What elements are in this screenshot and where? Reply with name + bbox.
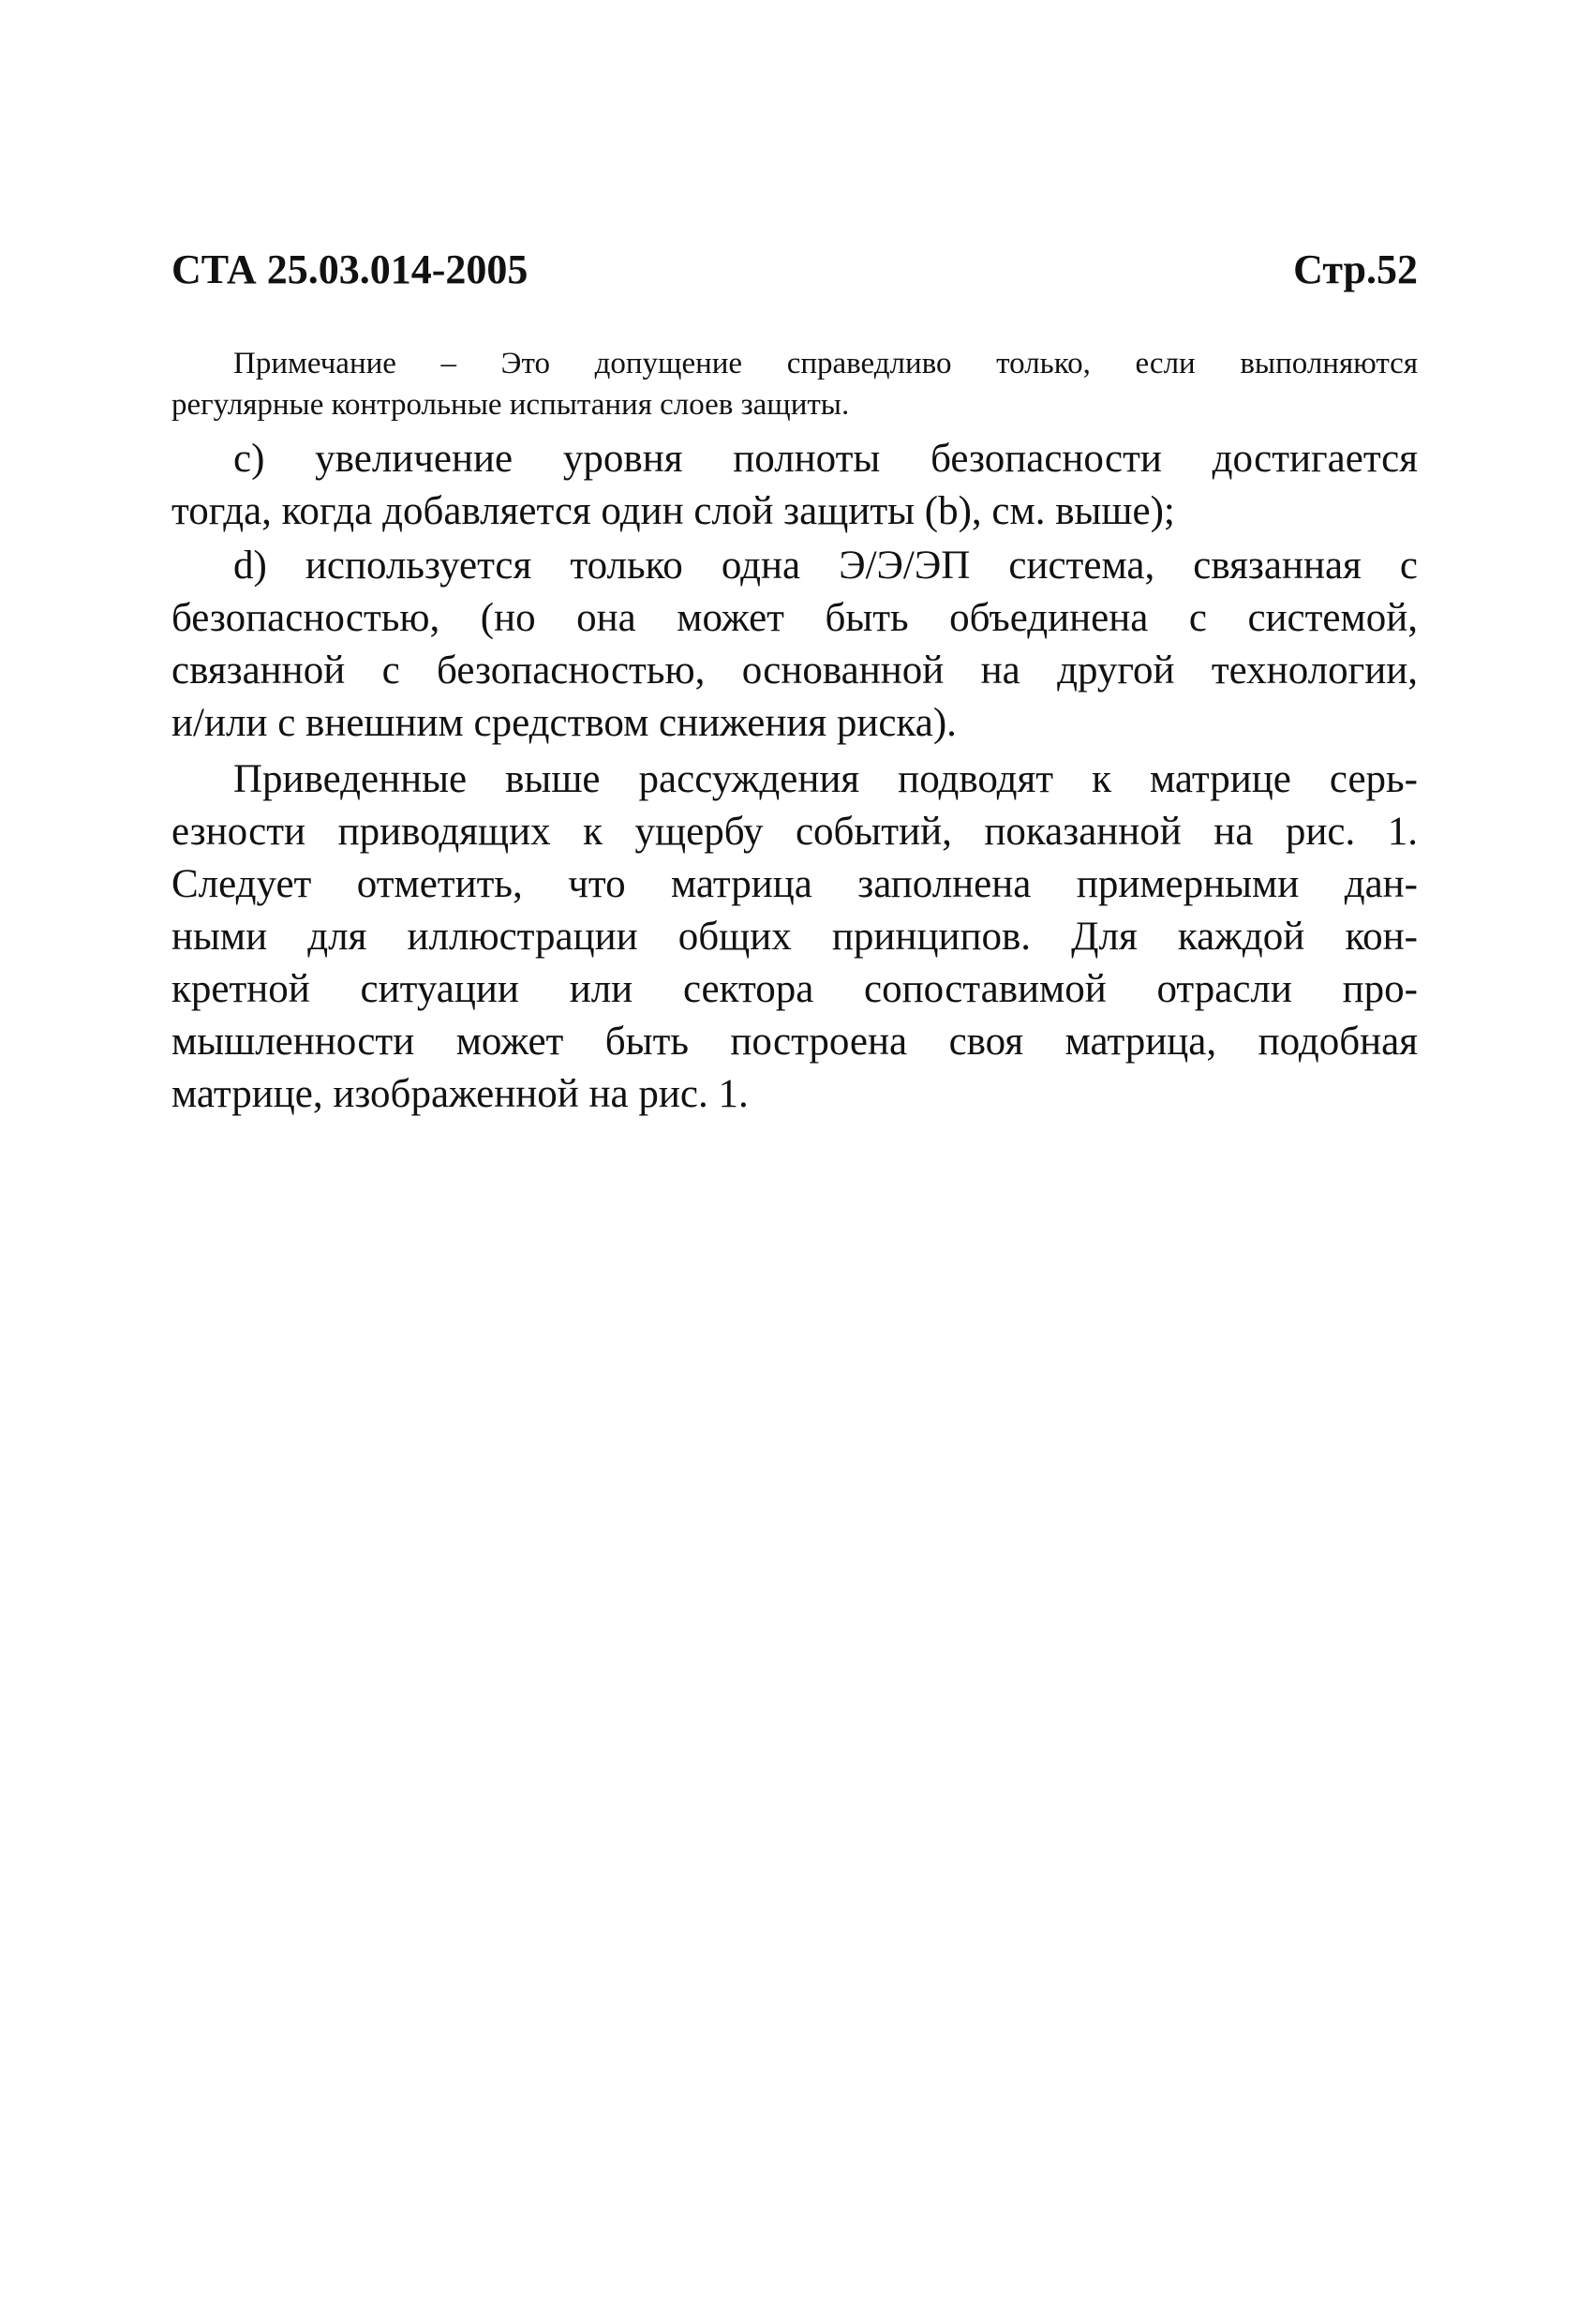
paragraph-line: матрице, изображенной на рис. 1. (171, 1072, 749, 1116)
list-item-d (171, 540, 1418, 750)
paragraph-line: езности приводящих к ущербу событий, показанной на рис. 1. (171, 810, 1418, 854)
document-code: СТА 25.03.014-2005 (171, 246, 529, 292)
note-line: регулярные контрольные испытания слоев защиты. (171, 388, 850, 422)
paragraph-line: Следует отметить, что матрица заполнена примерными дан- (171, 862, 1418, 906)
list-item-c (171, 433, 1418, 538)
list-item-line: связанной с безопасностью, основанной на другой технологии, (171, 648, 1418, 693)
page-number: Стр.52 (1293, 246, 1418, 292)
paragraph-line: ными для иллюстрации общих принципов. Для каждой кон- (171, 915, 1418, 959)
note-line: Примечание – Это допущение справедливо только, если выполняются (233, 347, 1418, 380)
list-item-line: безопасностью, (но она может быть объединена с системой, (171, 596, 1418, 640)
page-header (171, 242, 1418, 298)
paragraph-line: Приведенные выше рассуждения подводят к матрице серь- (233, 757, 1418, 801)
paragraph-line: кретной ситуации или сектора сопоставимой отрасли про- (171, 967, 1418, 1011)
list-item-line: тогда, когда добавляется один слой защиты (b), см. выше); (171, 489, 1175, 533)
paragraph (171, 753, 1418, 1121)
paragraph-line: мышленности может быть построена своя матрица, подобная (171, 1020, 1418, 1064)
list-item-line: и/или с внешним средством снижения риска). (171, 701, 957, 745)
note (171, 343, 1418, 425)
list-item-line: с) увеличение уровня полноты безопасности достигается (233, 437, 1418, 481)
list-item-line: d) используется только одна Э/Э/ЭП система, связанная с (233, 544, 1418, 588)
